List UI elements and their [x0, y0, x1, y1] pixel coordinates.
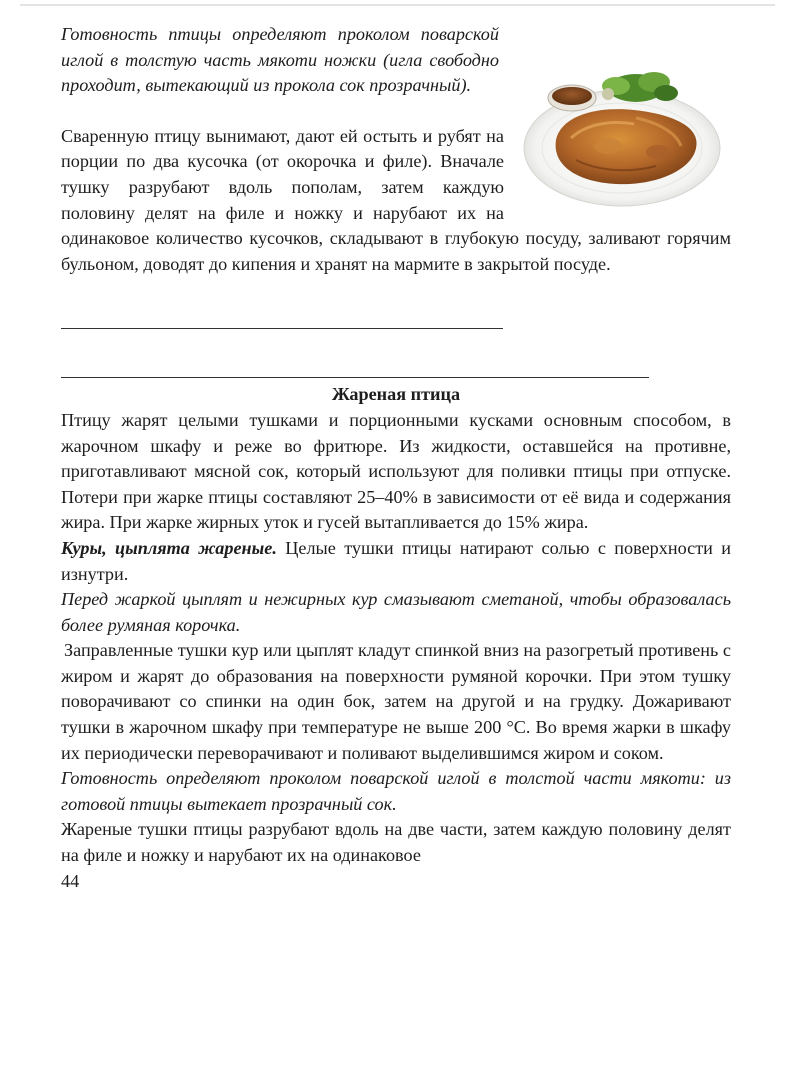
blank-line-1 [61, 328, 503, 329]
section-title: Жареная птица [331, 384, 461, 405]
roast-chicken-photo [516, 48, 721, 214]
page-number: 44 [61, 870, 80, 891]
readiness-note: Готовность определяют проколом поварской иглой в толстой части мякоти: из готовой птицы вытекает прозрачный сок. [61, 768, 731, 814]
document-page [61, 22, 731, 894]
recipe-title: Куры, цыплята жареные. [61, 537, 277, 558]
readiness-note-paragraph: Готовность птицы определяют проколом поварской иглой в толстую часть мякоти ножки (игла свободно проходит, вытекающий из прокола сок прозрачный). [61, 24, 499, 96]
recipe-paragraph [61, 536, 731, 587]
page-top-border [20, 4, 775, 6]
roasting-paragraph: Заправленные тушки кур или цыплят кладут спинкой вниз на разогретый противень с жиром и жарят до образования на поверхности румяной корочки. При этом тушку поворачивают со спинки на один бок, затем на другой и на грудку. Дожаривают тушки в жарочном шкафу при температуре не выше 200 °С. Во время жарки в шкафу их периодически переворачивают и поливают выделившимся жиром и соком. [61, 640, 731, 763]
intro-paragraph: Птицу жарят целыми тушками и порционными кусками основным способом, в жарочном шкафу и реже во фритюре. Из жидкости, оставшейся на противне, приготавливают мясной сок, который используют для поливки птицы при отпуске. Потери при жарке птицы составляют 25–40% в зависимости от её вида и содержания жира. При жарке жирных уток и гусей вытапливается до 15% жира. [61, 409, 731, 533]
final-paragraph: Жареные тушки птицы разрубают вдоль на две части, затем каждую половину делят на филе и ножку и нарубают их на одинаковое [61, 819, 731, 866]
blank-line-2 [61, 377, 649, 378]
sour-cream-note: Перед жаркой цыплят и нежирных кур смазывают сметаной, чтобы образовалась более румяная корочка. [61, 589, 731, 635]
recipe-text: Целые тушки птицы натирают солью с поверхности и изнутри. [61, 537, 731, 584]
roast-chicken-plate-icon [516, 48, 721, 214]
serving-paragraph: Сваренную птицу вынимают, дают ей остыть и рубят на порции по два кусочка (от окорочка и филе). Вначале тушку разрубают вдоль пополам, затем каждую половину делят на филе и ножку и нарубают их на одинаковое количество кусочков, складывают в глубокую посуду, заливают горячим бульоном, доводят до кипения и хранят на мармите в закрытой посуде. [61, 125, 731, 274]
